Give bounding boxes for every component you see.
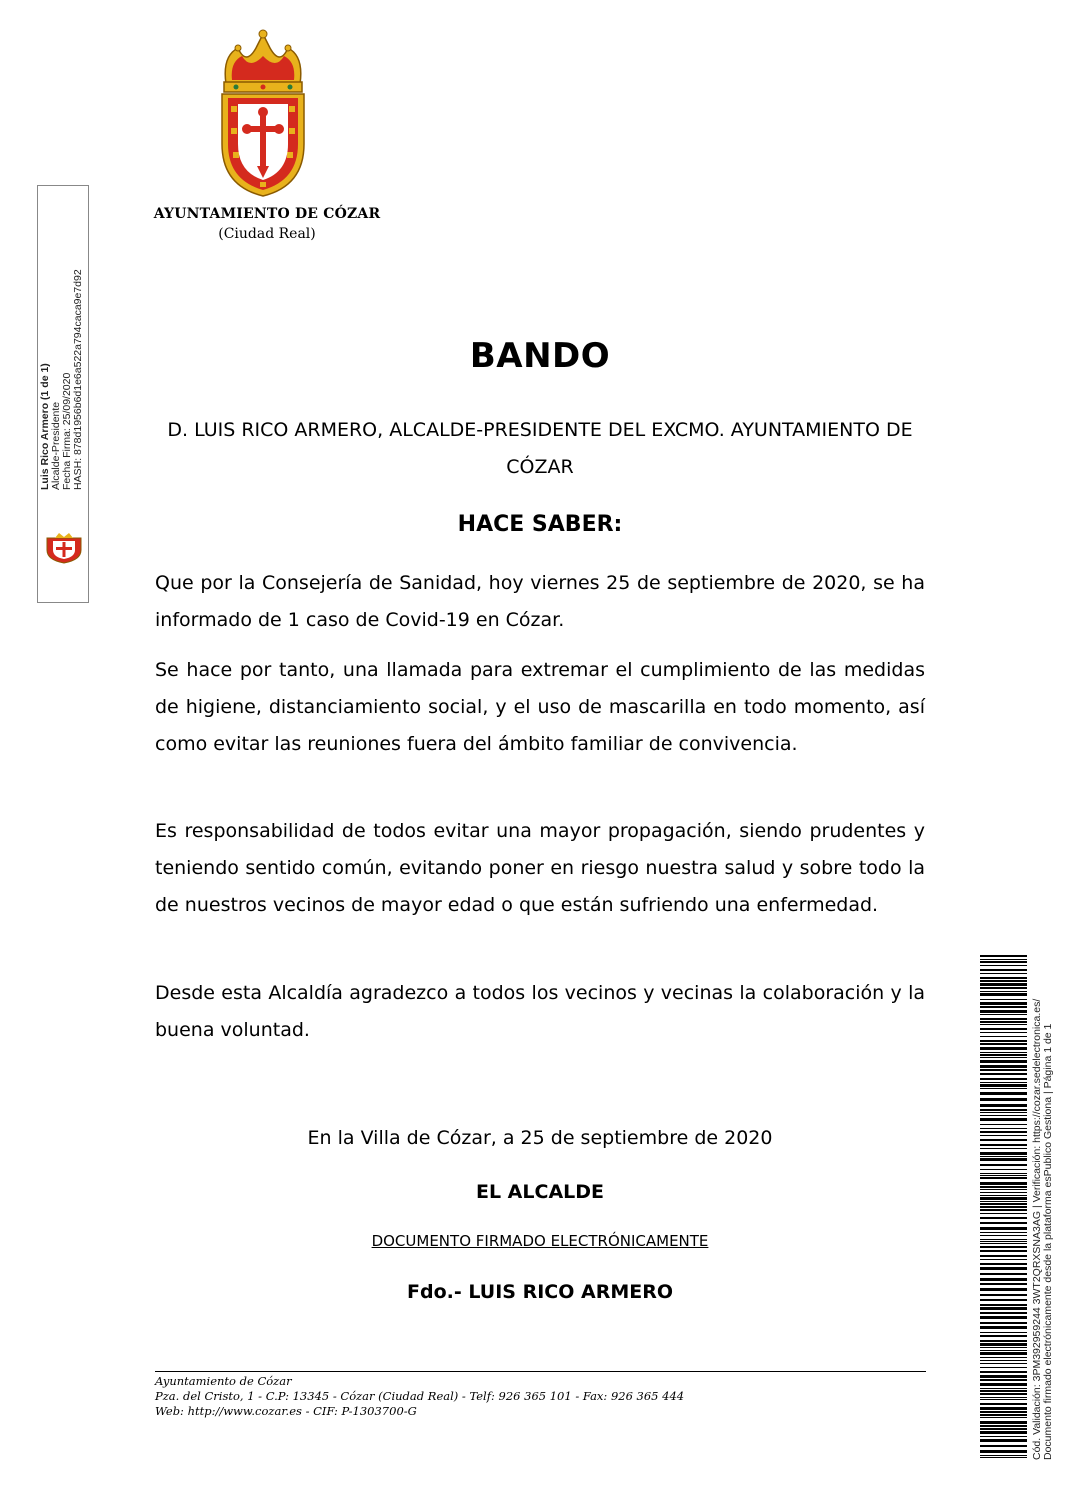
body-paragraph-2: Se hace por tanto, una llamada para extremar el cumplimiento de las medidas de higiene, distanciamiento social, y el uso de mascarilla en todo momento, así como evitar las reuniones fuera del ámbito familiar de convivencia. xyxy=(155,659,925,755)
footer-address: Pza. del Cristo, 1 - C.P: 13345 - Cózar (Ciudad Real) - Telf: 926 365 101 - Fax: 926 365 444 xyxy=(155,1389,685,1403)
body-paragraph-1: Que por la Consejería de Sanidad, hoy viernes 25 de septiembre de 2020, se ha informado de 1 caso de Covid-19 en Cózar. xyxy=(155,572,925,631)
organization-city: (Ciudad Real) xyxy=(218,226,316,242)
small-crest-icon xyxy=(41,532,87,564)
footer xyxy=(155,1374,925,1419)
footer-organization: Ayuntamiento de Cózar xyxy=(155,1374,292,1388)
place-and-date: En la Villa de Cózar, a 25 de septiembre de 2020 xyxy=(307,1127,773,1149)
signer-line: Luis Rico Armero (1 de 1) xyxy=(39,363,51,490)
coat-of-arms-logo xyxy=(216,26,310,198)
signer-role: EL ALCALDE xyxy=(475,1181,605,1203)
signer-name: Fdo.- LUIS RICO ARMERO xyxy=(407,1281,673,1303)
verification-barcode xyxy=(980,955,1027,1460)
verification-code-line: Cód. Validación: 3PM392959244 3WT2QRXSNA3AG | Verificación: https://cozar.sedelectronica.es/ xyxy=(1031,998,1043,1460)
organization-name: AYUNTAMIENTO DE CÓZAR xyxy=(153,206,381,222)
signature-details xyxy=(40,260,86,490)
hace-saber-heading: HACE SABER: xyxy=(457,512,623,537)
verification-platform-line: Documento firmado electrónicamente desde la plataforma esPublico Gestiona | Página 1 de 1 xyxy=(1042,1023,1054,1460)
footer-divider xyxy=(155,1371,926,1372)
document-title: BANDO xyxy=(469,336,611,376)
electronic-signature-note: DOCUMENTO FIRMADO ELECTRÓNICAMENTE xyxy=(371,1232,709,1250)
document-subtitle: D. LUIS RICO ARMERO, ALCALDE-PRESIDENTE DEL EXCMO. AYUNTAMIENTO DE CÓZAR xyxy=(167,419,913,478)
verification-text xyxy=(1032,955,1054,1460)
signature-hash-line: HASH: 878d1956b6d1e6a522a794caca9e7d92 xyxy=(72,269,84,490)
signature-date-line: Fecha Firma: 25/09/2020 xyxy=(61,372,73,490)
body-paragraph-3: Es responsabilidad de todos evitar una mayor propagación, siendo prudentes y teniendo sentido común, evitando poner en riesgo nuestra salud y sobre todo la de nuestros vecinos de mayor edad o que están sufriendo una enfermedad. xyxy=(155,820,925,916)
signer-role-line: Alcalde-Presidente xyxy=(50,401,62,490)
footer-web: Web: http://www.cozar.es - CIF: P-1303700-G xyxy=(155,1404,417,1418)
body-paragraph-4: Desde esta Alcaldía agradezco a todos los vecinos y vecinas la colaboración y la buena voluntad. xyxy=(155,982,925,1041)
